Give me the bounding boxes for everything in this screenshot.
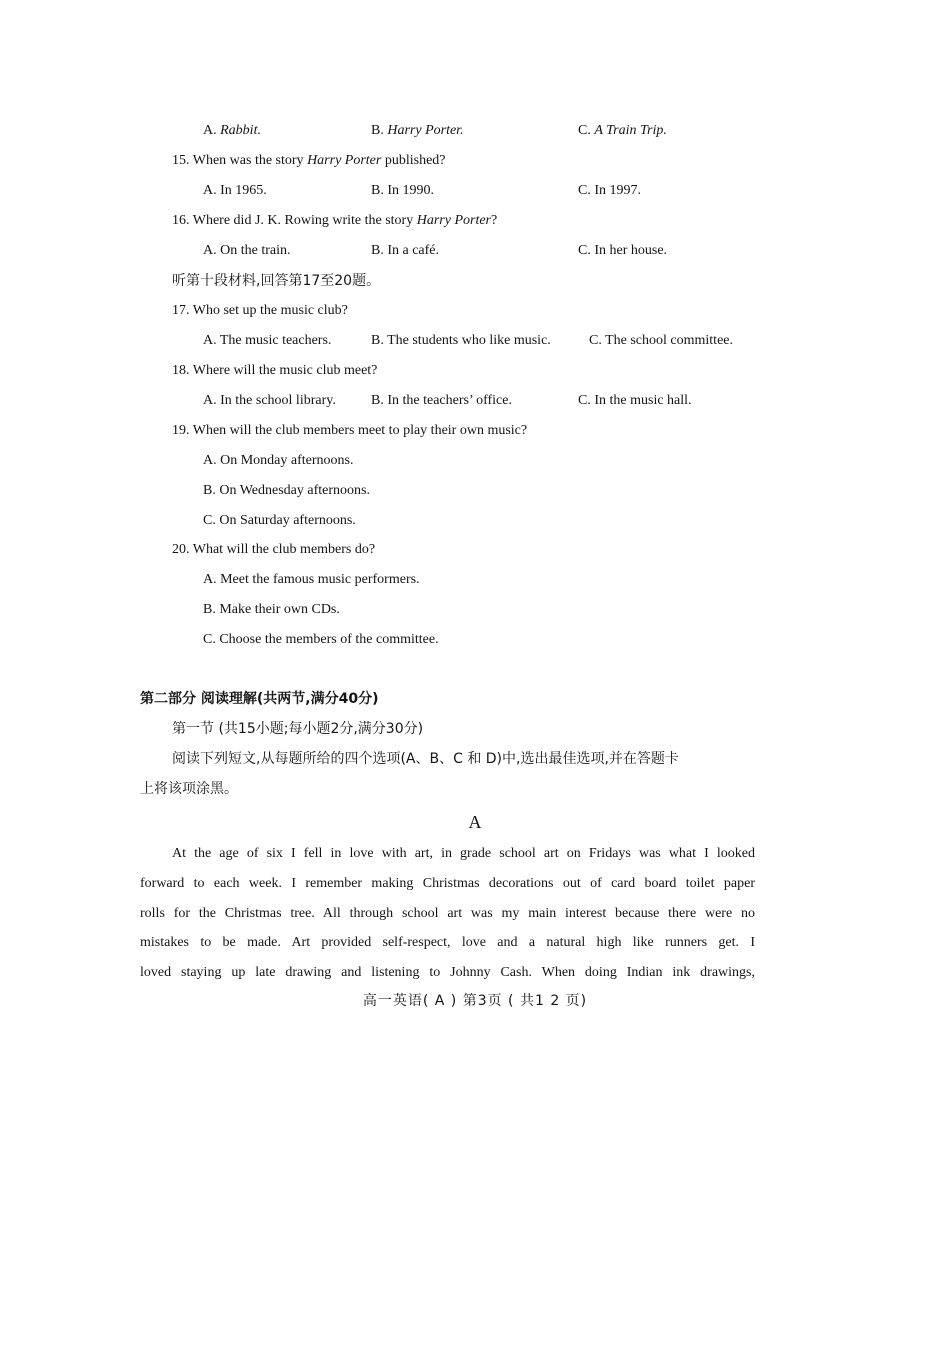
q15-option-a: A. In 1965.	[203, 183, 267, 198]
q16-option-a: A. On the train.	[203, 243, 291, 258]
q19-option-b: B. On Wednesday afternoons.	[203, 483, 370, 498]
passage-line: mistakes to be made. Art provided self-respect, love and a natural high like runners get. I	[140, 935, 755, 950]
q15-number: 15.	[172, 153, 190, 168]
q14-option-b-text: Harry Porter.	[387, 123, 464, 138]
q14-option-c-text: A Train Trip.	[594, 123, 667, 138]
q17-option-a: A. The music teachers.	[203, 333, 332, 348]
q14-option-a	[203, 122, 261, 140]
q18-option-a: A. In the school library.	[203, 393, 336, 408]
part2-section1: 第一节 (共15小题;每小题2分,满分30分)	[172, 721, 424, 737]
passage-title: A	[468, 812, 482, 832]
q16-option-b: B. In a café.	[371, 243, 440, 258]
passage-line: At the age of six I fell in love with art, in grade school art on Fridays was what I looked	[172, 846, 755, 861]
q14-option-a-text: Rabbit.	[220, 123, 261, 138]
q16-stem-post: ?	[491, 213, 498, 228]
q20-option-a: A. Meet the famous music performers.	[203, 572, 420, 587]
part2-instruction-line1: 阅读下列短文,从每题所给的四个选项(A、B、C 和 D)中,选出最佳选项,并在答题卡	[172, 751, 679, 767]
q15-stem-post: published?	[381, 153, 446, 168]
q15-option-c: C. In 1997.	[578, 183, 641, 198]
q19-option-a: A. On Monday afternoons.	[203, 453, 354, 468]
q17-option-b: B. The students who like music.	[371, 333, 551, 348]
q14-option-a-letter: A.	[203, 123, 217, 138]
page-footer: 高一英语( A ) 第3页 ( 共1 2 页)	[362, 993, 588, 1009]
q15-option-b: B. In 1990.	[371, 183, 434, 198]
section10-instruction: 听第十段材料,回答第17至20题。	[172, 273, 381, 289]
q16-stem-pre: Where did J. K. Rowing write the story	[192, 213, 417, 228]
part2-instruction-line2: 上将该项涂黑。	[140, 781, 238, 797]
passage-line: forward to each week. I remember making Christmas decorations out of card board toilet paper	[140, 876, 755, 891]
q15-stem-italic: Harry Porter	[307, 153, 382, 168]
q20-stem: 20. What will the club members do?	[172, 542, 376, 557]
q14-option-b	[371, 122, 464, 140]
q17-option-c: C. The school committee.	[589, 333, 733, 348]
passage-line: rolls for the Christmas tree. All through school art was my main interest because there were no	[140, 906, 755, 921]
q16-stem	[172, 212, 497, 230]
q16-option-c: C. In her house.	[578, 243, 668, 258]
q14-option-b-letter: B.	[371, 123, 384, 138]
q19-stem: 19. When will the club members meet to play their own music?	[172, 423, 528, 438]
part2-heading: 第二部分 阅读理解(共两节,满分40分)	[140, 691, 379, 707]
q17-stem: 17. Who set up the music club?	[172, 303, 348, 318]
q18-option-c: C. In the music hall.	[578, 393, 692, 408]
q19-option-c: C. On Saturday afternoons.	[203, 513, 356, 528]
q18-option-b: B. In the teachers’ office.	[371, 393, 512, 408]
q15-stem-pre: When was the story	[192, 153, 308, 168]
q14-option-c-letter: C.	[578, 123, 591, 138]
q15-stem	[172, 152, 446, 170]
q20-option-b: B. Make their own CDs.	[203, 602, 340, 617]
q14-option-c	[578, 122, 667, 140]
q16-stem-italic: Harry Porter	[416, 213, 491, 228]
passage-line: loved staying up late drawing and listening to Johnny Cash. When doing Indian ink drawings,	[140, 965, 755, 980]
q18-stem: 18. Where will the music club meet?	[172, 363, 378, 378]
q20-option-c: C. Choose the members of the committee.	[203, 632, 439, 647]
q16-number: 16.	[172, 213, 190, 228]
